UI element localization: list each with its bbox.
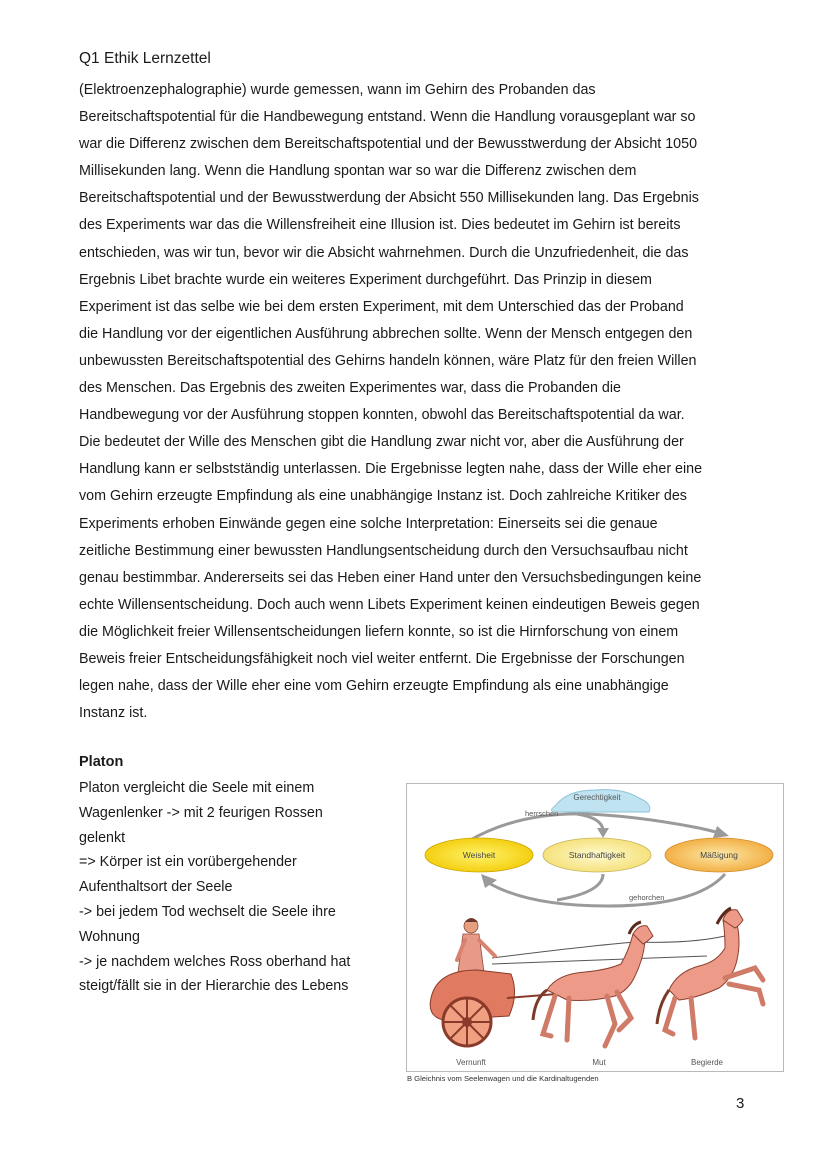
chariot [430,970,557,1046]
page-number: 3 [736,1095,745,1112]
paragraph-line: unbewussten Bereitschaftspotential des Gehirns handeln können, wäre Platz für den freien Willen [79,352,697,369]
figure-illustration [407,784,783,1071]
paragraph-line: die Handlung vor der eigentlichen Ausführung abbrechen sollte. Wenn der Mensch entgegen den [79,325,693,342]
platon-line: Aufenthaltsort der Seele [79,879,233,896]
label-maessigung: Mäßigung [700,850,738,860]
platon-line: Platon vergleicht die Seele mit einem [79,780,315,796]
soul-chariot-figure [406,783,784,1072]
paragraph-line: Millisekunden lang. Wenn die Handlung spontan war so war die Differenz zwischen dem [79,163,637,180]
horse-mut [533,922,653,1046]
label-vernunft: Vernunft [456,1058,486,1067]
arrowhead-right [713,826,729,838]
label-standhaftigkeit: Standhaftigkeit [568,850,626,860]
paragraph-line: des Experiments war das die Willensfreiheit eine Illusion ist. Dies bedeutet im Gehirn ist bereits [79,217,681,234]
arrow-herrschen-left [467,814,699,842]
paragraph-line: entschieden, was wir tun, bevor wir die Absicht wahrnehmen. Durch die Unzufriedenheit, die das [79,244,689,261]
paragraph-line: des Menschen. Das Ergebnis des zweiten Experimentes war, dass die Probanden die [79,380,621,397]
platon-line: Wohnung [79,928,140,945]
arrow-to-standhaftigkeit [577,814,603,830]
label-mut: Mut [592,1058,606,1067]
platon-line: steigt/fällt sie in der Hierarchie des Lebens [79,978,349,995]
arrow-gehorchen [487,874,725,906]
reins [492,934,733,958]
arrowhead-down [597,828,609,838]
paragraph-line: Experiment ist das selbe wie bei dem ersten Experiment, mit dem Unterschied das der Proband [79,298,684,315]
platon-line: -> je nachdem welches Ross oberhand hat [79,953,351,970]
paragraph-line: Bereitschaftspotential für die Handbewegung entstand. Wenn die Handlung vorausgeplant war so [79,109,696,126]
body-paragraph [79,77,759,727]
paragraph-line: Bereitschaftspotential und der Bewusstwerdung der Absicht 550 Millisekunden lang. Das Ergebnis [79,190,699,207]
label-herrschen: herrschen [525,809,559,818]
label-weisheit: Weisheit [462,850,496,860]
paragraph-line: Handbewegung vor der Ausführung stoppen konnten, obwohl das Bereitschaftspotential da war. [79,407,685,424]
paragraph-line: vom Gehirn erzeugte Empfindung als eine unabhängige Instanz ist. Doch zahlreiche Kritiker des [79,488,687,505]
reins [492,956,707,964]
platon-line: gelenkt [79,829,126,846]
paragraph-line: genau bestimmbar. Andererseits sei das Heben einer Hand unter den Versuchsbedingungen keine [79,569,702,586]
paragraph-line: war die Differenz zwischen dem Bereitschaftspotential und der Bewusstwerdung der Absicht 1050 [79,136,698,153]
paragraph-line: Instanz ist. [79,705,148,722]
paragraph-line: die Möglichkeit freier Willensentscheidungen liefern konnte, so ist die Hirnforschung von einem [79,623,679,640]
platon-heading: Platon [79,754,124,770]
platon-line: Wagenlenker -> mit 2 feurigen Rossen [79,804,323,821]
page-header: Q1 Ethik Lernzettel [79,50,211,67]
paragraph-line: legen nahe, dass der Wille eher eine vom Gehirn erzeugte Empfindung als eine unabhängige [79,678,669,695]
label-begierde: Begierde [690,1058,724,1067]
paragraph-line: Handlung kann er selbstständig unterlassen. Die Ergebnisse legten nahe, dass der Wille eher eine [79,461,703,478]
paragraph-line: Die bedeutet der Wille des Menschen gibt die Handlung zwar nicht vor, aber die Ausführung der [79,434,684,451]
platon-line: => Körper ist ein vorübergehender [79,854,297,871]
paragraph-line: echte Willensentscheidung. Doch auch wenn Libets Experiment keinen eindeutigen Beweis gegen [79,596,700,613]
arrow-from-standhaftigkeit [557,874,603,900]
horse-begierde [657,908,763,1038]
figure-caption: B Gleichnis vom Seelenwagen und die Kardinaltugenden [407,1074,599,1083]
paragraph-line: Beweis freier Entscheidungsfähigkeit noch viel weiter entfernt. Die Ergebnisse der Forschungen [79,650,685,667]
platon-notes [79,776,350,999]
label-gehorchen: gehorchen [629,893,665,902]
label-gerechtigkeit: Gerechtigkeit [573,793,621,802]
platon-line: -> bei jedem Tod wechselt die Seele ihre [79,903,336,920]
paragraph-line: Experiments erhoben Einwände gegen eine solche Interpretation: Einerseits sei die genaue [79,515,658,532]
paragraph-line: Ergebnis Libet brachte wurde ein weiteres Experiment durchgeführt. Das Prinzip in diesem [79,271,652,288]
paragraph-line: (Elektroenzephalographie) wurde gemessen, wann im Gehirn des Probanden das [79,82,596,98]
paragraph-line: zeitliche Bestimmung einer bewussten Handlungsentscheidung durch den Versuchsaufbau nicht [79,542,688,559]
